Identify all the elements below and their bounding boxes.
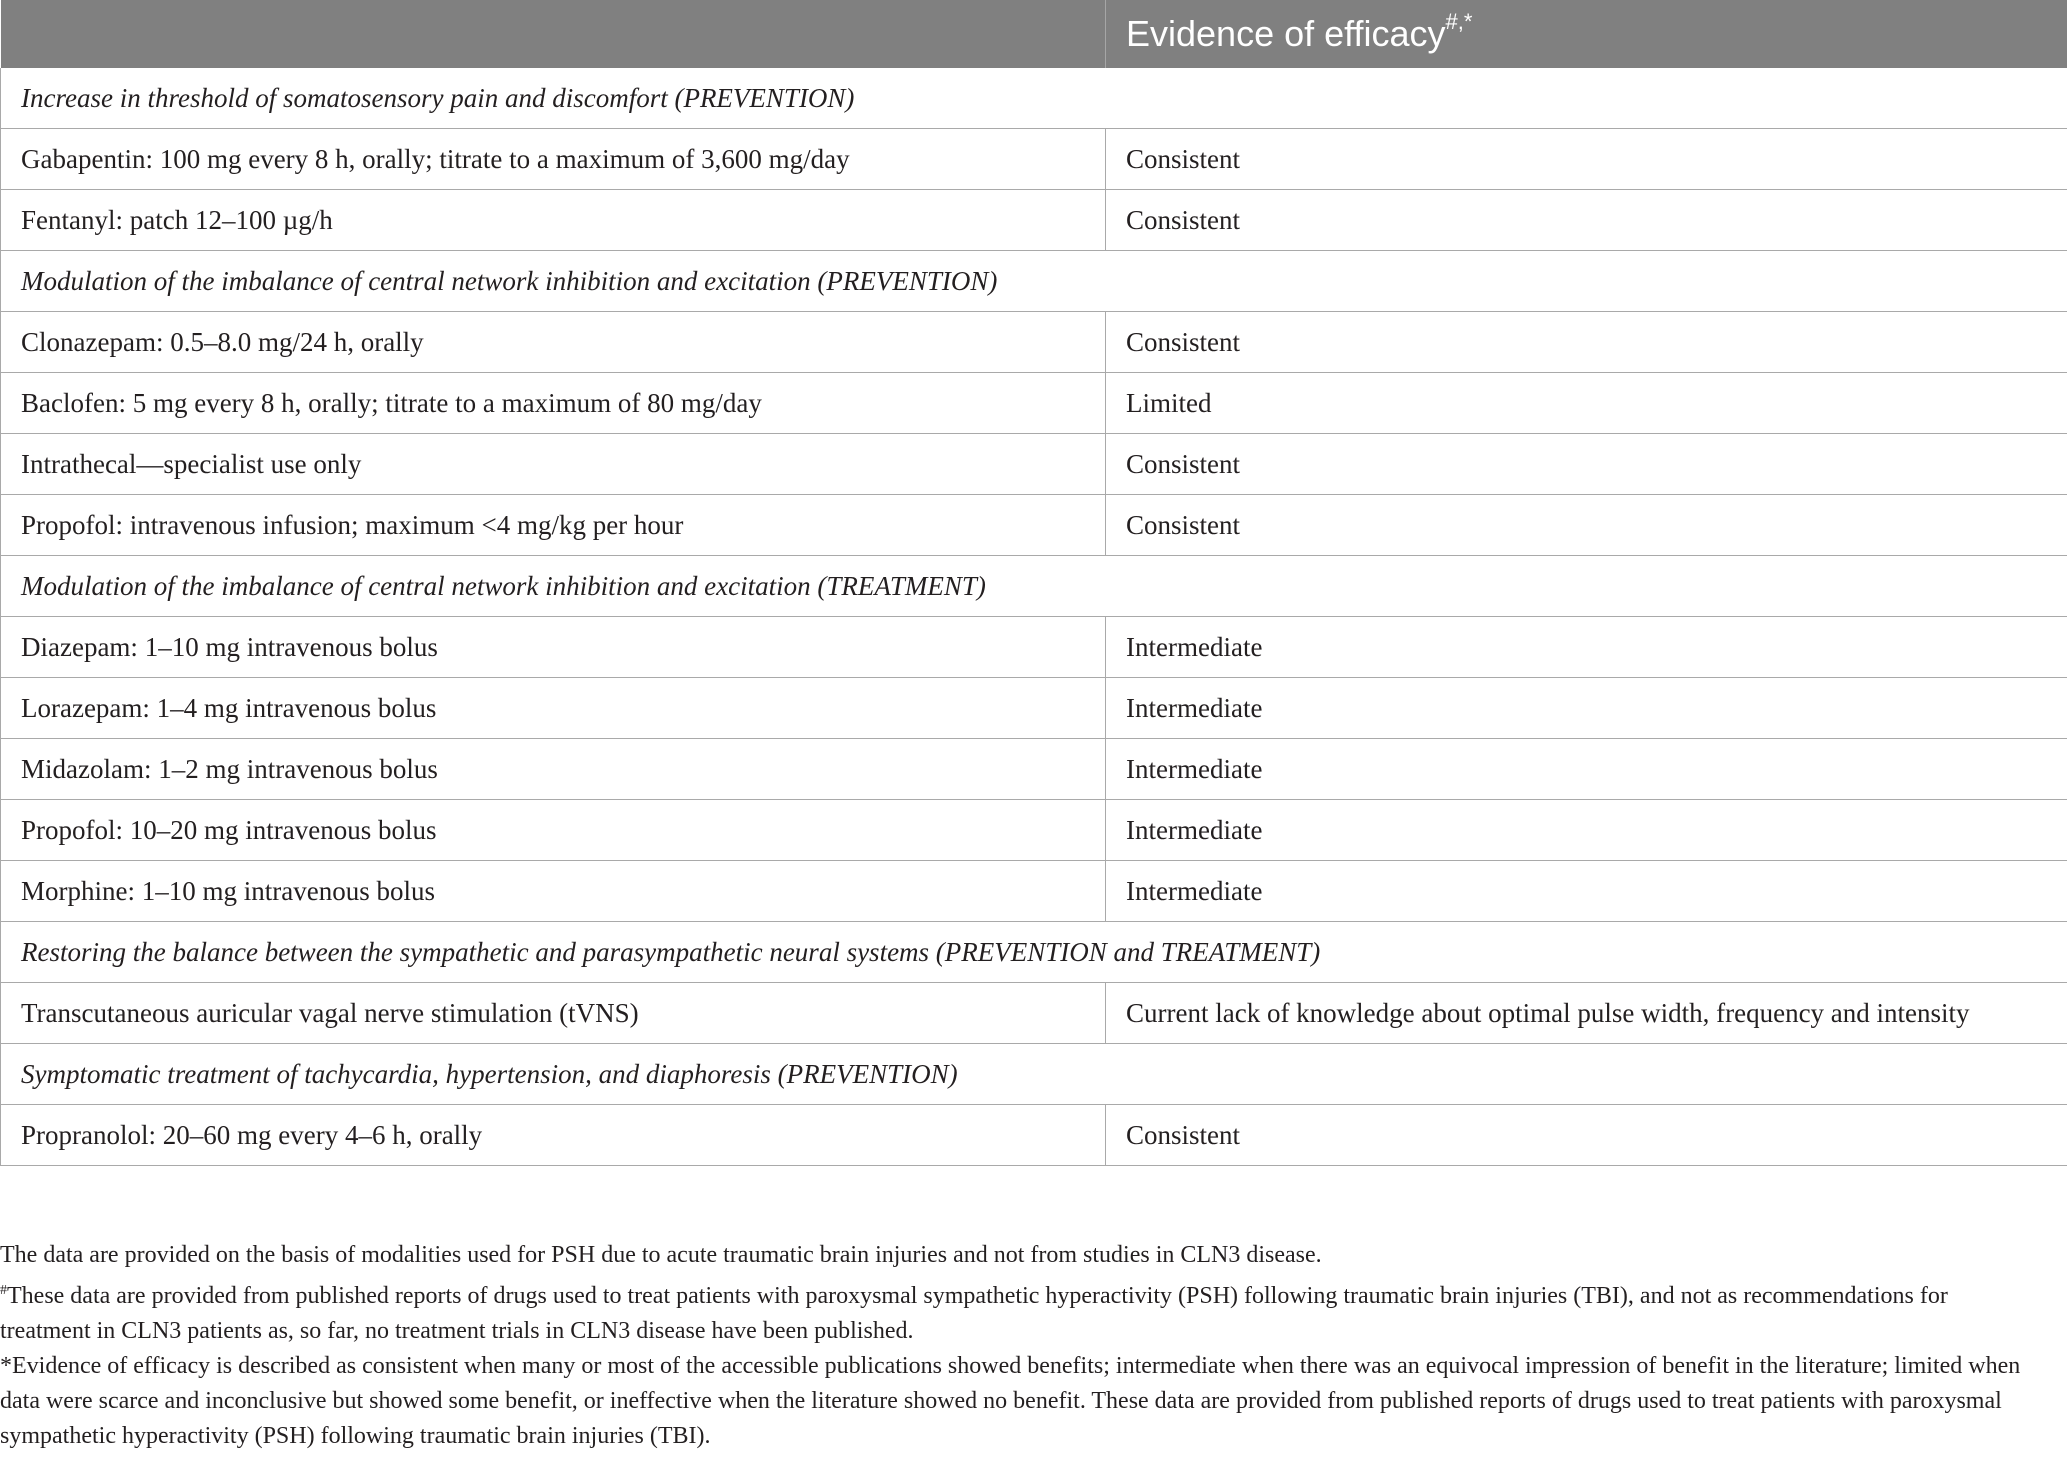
evidence-cell: Intermediate: [1106, 678, 2067, 739]
table-row: [1, 434, 2067, 495]
table-row: [1, 617, 2067, 678]
drug-regimen-cell: Propofol: 10–20 mg intravenous bolus: [1, 800, 1106, 861]
table-footnotes: [0, 1238, 2040, 1454]
table-row: [1, 983, 2067, 1044]
evidence-cell: Intermediate: [1106, 617, 2067, 678]
evidence-cell: Consistent: [1106, 495, 2067, 556]
footnote-hash-mark: #: [0, 1283, 7, 1298]
drug-regimen-cell: Fentanyl: patch 12–100 µg/h: [1, 190, 1106, 251]
table-row: [1, 1105, 2067, 1166]
table-row: [1, 678, 2067, 739]
drug-regimen-cell: Transcutaneous auricular vagal nerve stimulation (tVNS): [1, 983, 1106, 1044]
table-row: [1, 861, 2067, 922]
header-evidence-of-efficacy: [1106, 0, 2067, 68]
section-heading: Symptomatic treatment of tachycardia, hypertension, and diaphoresis (PREVENTION): [1, 1044, 2067, 1105]
header-footnote-marks: #,*: [1445, 9, 1473, 34]
drug-regimen-cell: Intrathecal—specialist use only: [1, 434, 1106, 495]
evidence-cell: Intermediate: [1106, 861, 2067, 922]
table-row: [1, 739, 2067, 800]
evidence-cell: Limited: [1106, 373, 2067, 434]
section-header-row: [1, 1044, 2067, 1105]
header-evidence-label: Evidence of efficacy: [1126, 13, 1446, 54]
header-blank-cell: [1, 0, 1106, 68]
table-row: [1, 129, 2067, 190]
evidence-cell: Consistent: [1106, 434, 2067, 495]
evidence-cell: Consistent: [1106, 312, 2067, 373]
section-heading: Modulation of the imbalance of central network inhibition and excitation (TREATMENT): [1, 556, 2067, 617]
footnote-hash-text: These data are provided from published reports of drugs used to treat patients with paroxysmal sympathetic hyperactivity (PSH) following traumatic brain injuries (TBI), and not as recommendations for treatment in CLN3 patients as, so far, no treatment trials in CLN3 disease have been published.: [0, 1283, 1948, 1344]
evidence-cell: Consistent: [1106, 1105, 2067, 1166]
section-heading: Modulation of the imbalance of central network inhibition and excitation (PREVENTION): [1, 251, 2067, 312]
evidence-cell: Consistent: [1106, 190, 2067, 251]
footnote-star-mark: *: [0, 1353, 12, 1379]
evidence-cell: Consistent: [1106, 129, 2067, 190]
drug-regimen-cell: Propofol: intravenous infusion; maximum <4 mg/kg per hour: [1, 495, 1106, 556]
drug-regimen-cell: Clonazepam: 0.5–8.0 mg/24 h, orally: [1, 312, 1106, 373]
section-header-row: [1, 251, 2067, 312]
footnote-star: [0, 1349, 2040, 1454]
section-header-row: [1, 68, 2067, 129]
evidence-cell: Intermediate: [1106, 739, 2067, 800]
footnote-general: The data are provided on the basis of modalities used for PSH due to acute traumatic brain injuries and not from studies in CLN3 disease.: [0, 1242, 1322, 1268]
drug-regimen-cell: Morphine: 1–10 mg intravenous bolus: [1, 861, 1106, 922]
drug-regimen-cell: Midazolam: 1–2 mg intravenous bolus: [1, 739, 1106, 800]
drug-regimen-cell: Baclofen: 5 mg every 8 h, orally; titrate to a maximum of 80 mg/day: [1, 373, 1106, 434]
table-row: [1, 495, 2067, 556]
table-header-row: [1, 0, 2067, 68]
drug-regimen-cell: Gabapentin: 100 mg every 8 h, orally; titrate to a maximum of 3,600 mg/day: [1, 129, 1106, 190]
drug-regimen-cell: Diazepam: 1–10 mg intravenous bolus: [1, 617, 1106, 678]
table-row: [1, 190, 2067, 251]
table-row: [1, 800, 2067, 861]
evidence-cell: Current lack of knowledge about optimal pulse width, frequency and intensity: [1106, 983, 2067, 1044]
section-header-row: [1, 922, 2067, 983]
drug-regimen-cell: Propranolol: 20–60 mg every 4–6 h, orally: [1, 1105, 1106, 1166]
section-heading: Restoring the balance between the sympathetic and parasympathetic neural systems (PREVENTION and TREATMENT): [1, 922, 2067, 983]
table-row: [1, 312, 2067, 373]
table-row: [1, 373, 2067, 434]
evidence-cell: Intermediate: [1106, 800, 2067, 861]
footnote-star-text: Evidence of efficacy is described as consistent when many or most of the accessible publications showed benefits; intermediate when there was an equivocal impression of benefit in the literature; limited when data were scarce and inconclusive but showed some benefit, or ineffective when the literature showed no benefit. These data are provided from published reports of drugs used to treat patients with paroxysmal sympathetic hyperactivity (PSH) following traumatic brain injuries (TBI).: [0, 1353, 2021, 1449]
drug-regimen-cell: Lorazepam: 1–4 mg intravenous bolus: [1, 678, 1106, 739]
footnote-hash: [0, 1273, 2040, 1349]
section-heading: Increase in threshold of somatosensory pain and discomfort (PREVENTION): [1, 68, 2067, 129]
table-body: [1, 68, 2067, 1166]
section-header-row: [1, 556, 2067, 617]
